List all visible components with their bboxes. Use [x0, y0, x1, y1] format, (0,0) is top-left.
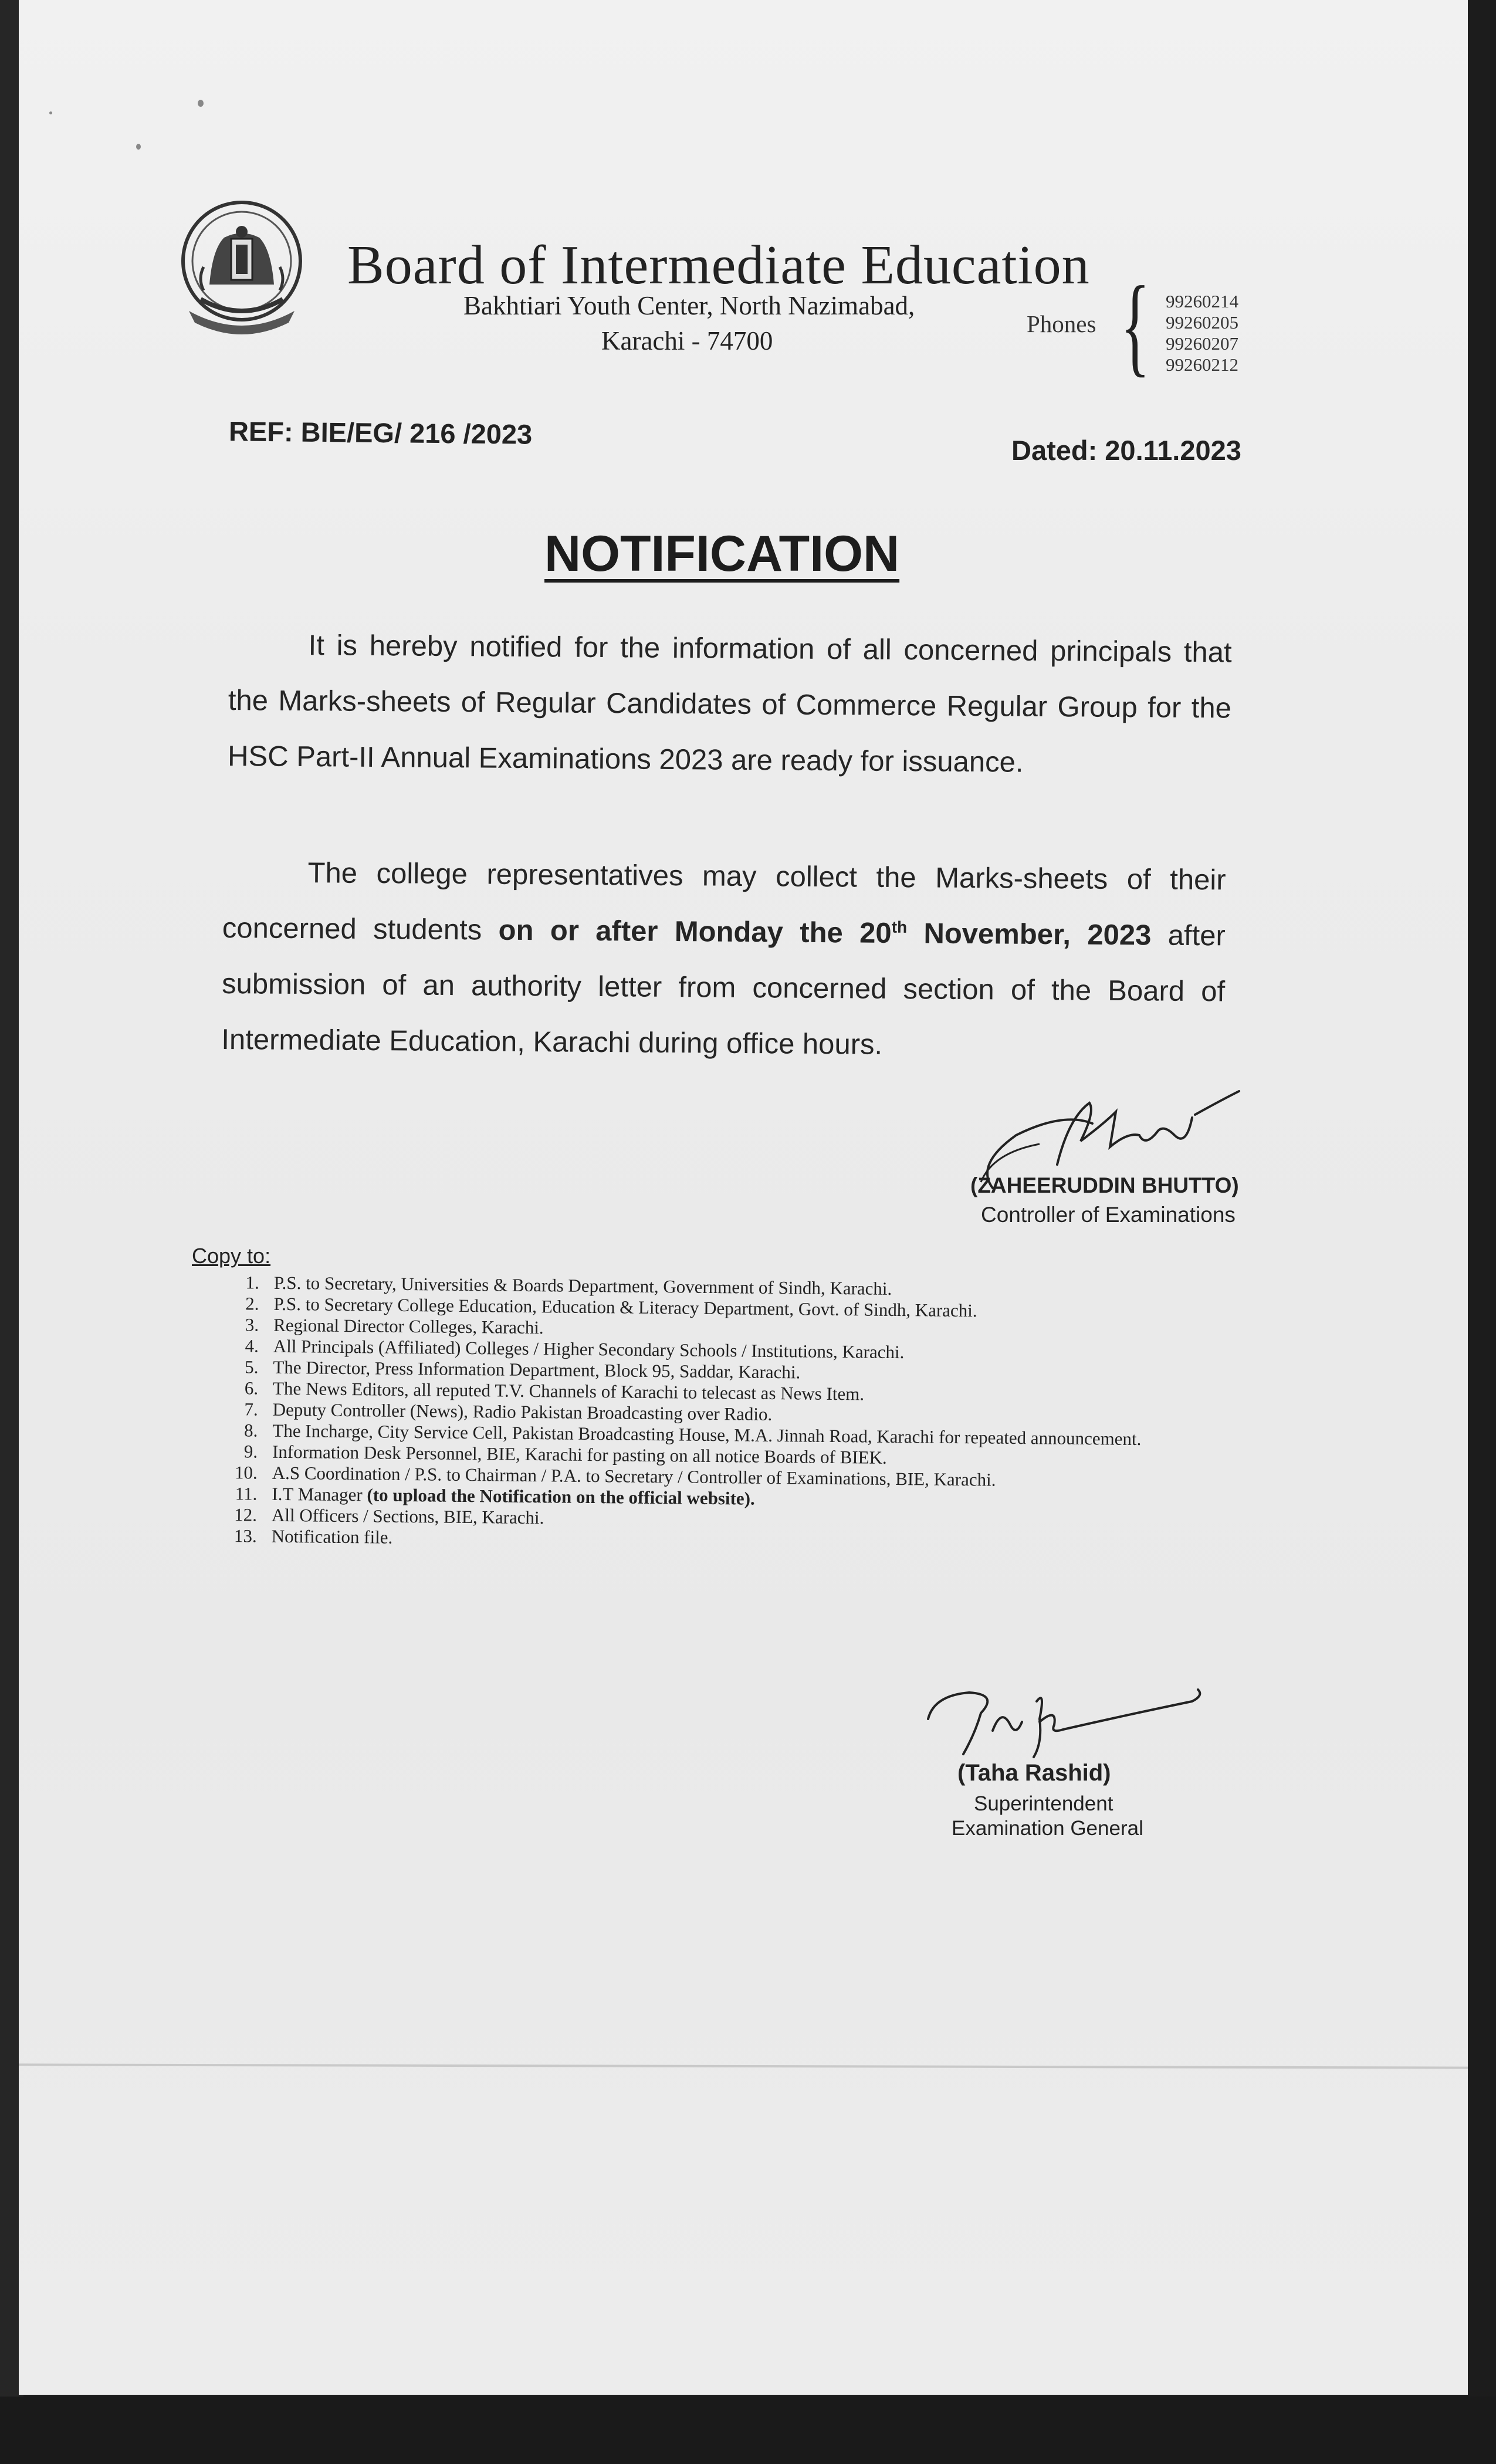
board-seal-logo [177, 197, 306, 337]
copy-to-list [222, 1272, 1280, 1556]
scan-speck [198, 100, 204, 107]
document-page [19, 0, 1468, 2395]
signatory-2-title-line-1: Superintendent [974, 1792, 1113, 1815]
signatory-2-name: (Taha Rashid) [957, 1760, 1111, 1786]
board-name: Board of Intermediate Education [347, 235, 1090, 296]
notification-title: NOTIFICATION [544, 526, 900, 582]
phone-number: 99260205 [1166, 312, 1238, 333]
copy-to-label: Copy to: [192, 1244, 271, 1268]
list-item: 3. Regional Director Colleges, Karachi. [245, 1314, 544, 1338]
phone-number: 99260214 [1166, 291, 1238, 312]
paragraph-2-intro: The college representatives may collect the Marks-sheets of their concerned students [222, 857, 1226, 946]
scan-speck [49, 111, 52, 114]
list-item: 5. The Director, Press Information Department, Block 95, Saddar, Karachi. [245, 1356, 801, 1383]
signatory-1-title: Controller of Examinations [981, 1203, 1236, 1227]
phone-number: 99260207 [1166, 333, 1238, 354]
superintendent-signature [899, 1666, 1227, 1760]
paper-fold-line [19, 2063, 1468, 2069]
phone-number-list [1166, 291, 1238, 375]
list-item: 13. Notification file. [233, 1525, 393, 1548]
list-item: 4. All Principals (Affiliated) Colleges / Higher Secondary Schools / Institutions, Karachi. [245, 1335, 905, 1363]
list-item: 11. I.T Manager (to upload the Notification on the official website). [235, 1483, 755, 1509]
list-item: 6. The News Editors, all reputed T.V. Channels of Karachi to telecast as News Item. [244, 1377, 865, 1404]
list-item: 1. P.S. to Secretary, Universities & Boards Department, Government of Sindh, Karachi. [245, 1272, 892, 1299]
paragraph-2 [221, 845, 1226, 1075]
paragraph-2-rest: after submission of an authority letter from concerned section of the Board of Intermediate Education, Karachi during office hours. [221, 919, 1226, 1061]
paragraph-1: It is hereby notified for the information of all concerned principals that the Marks-sheets of Regular Candidates of Commerce Regular Group for the HSC Part-II Annual Examinations 2023 are ready for issuance. [227, 629, 1232, 779]
collection-date-emphasis: on or after Monday the 20th November, 2023 [498, 914, 1152, 952]
list-item: 10. A.S Coordination / P.S. to Chairman / P.A. to Secretary / Controller of Examinations, BIE, Karachi. [234, 1462, 996, 1490]
curly-brace-icon: { [1121, 264, 1150, 387]
date: Dated: 20.11.2023 [1011, 435, 1241, 466]
scan-speck [136, 144, 141, 150]
list-item: 7. Deputy Controller (News), Radio Pakistan Broadcasting over Radio. [244, 1399, 773, 1424]
list-item: 12. All Officers / Sections, BIE, Karachi. [234, 1504, 544, 1528]
list-item: 8. The Incharge, City Service Cell, Pakistan Broadcasting House, M.A. Jinnah Road, Karachi for repeated announcement. [243, 1420, 1142, 1450]
address-line-2: Karachi - 74700 [601, 326, 773, 356]
scanner-border-bottom [0, 2397, 1496, 2464]
phones-label: Phones [1027, 310, 1096, 337]
signatory-1-name: (ZAHEERUDDIN BHUTTO) [970, 1173, 1239, 1197]
reference-number: REF: BIE/EG/ 216 /2023 [228, 415, 533, 450]
address-line-1: Bakhtiari Youth Center, North Nazimabad, [463, 291, 915, 320]
list-item: 2. P.S. to Secretary College Education, Education & Literacy Department, Govt. of Sindh, Karachi. [245, 1293, 977, 1321]
signatory-2-title-line-2: Examination General [952, 1817, 1143, 1840]
phone-number: 99260212 [1166, 354, 1238, 375]
list-item: 9. Information Desk Personnel, BIE, Karachi for pasting on all notice Boards of BIEK. [243, 1441, 887, 1468]
